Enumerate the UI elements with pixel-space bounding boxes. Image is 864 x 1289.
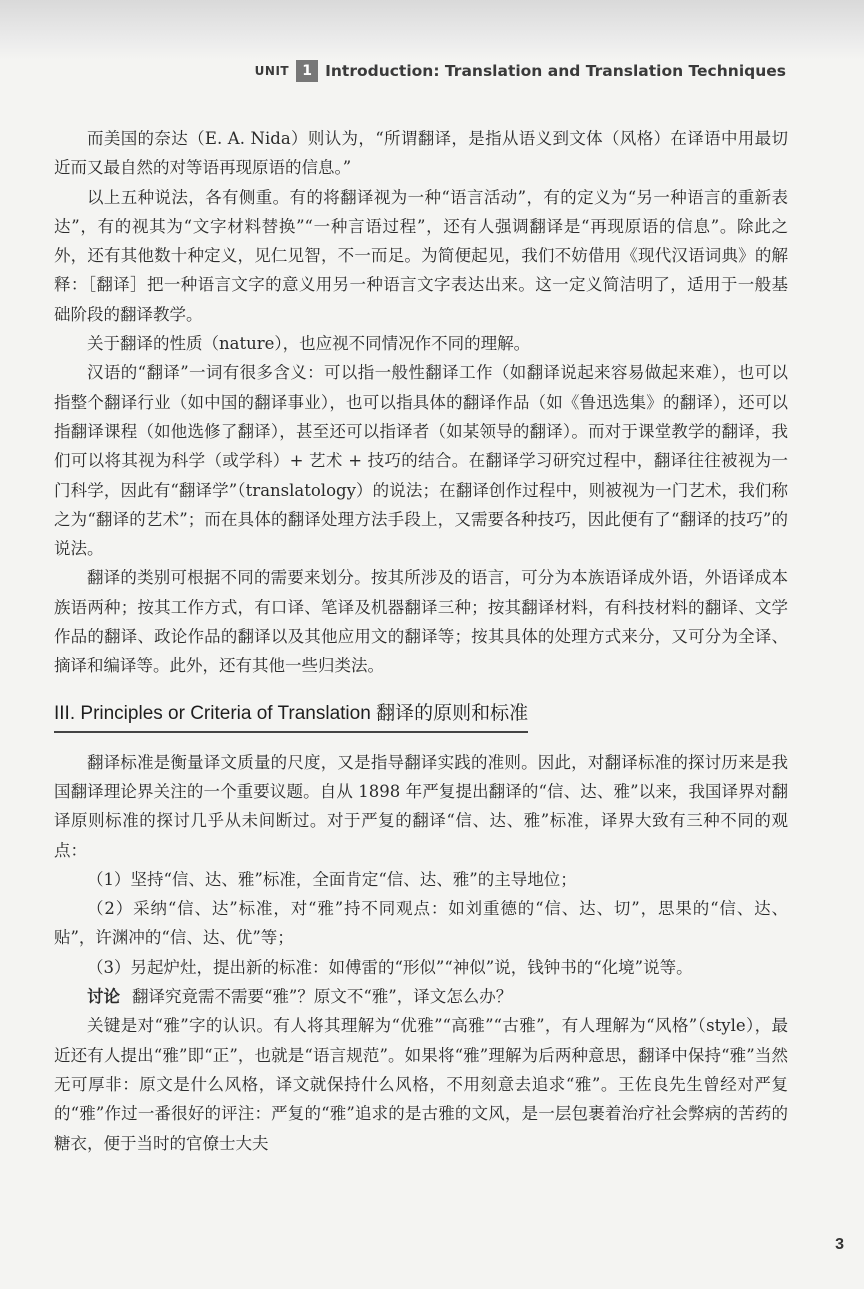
paragraph: 关于翻译的性质（nature），也应视不同情况作不同的理解。 — [87, 334, 531, 354]
discussion-paragraph — [54, 982, 788, 1011]
paragraph: 翻译标准是衡量译文质量的尺度，又是指导翻译实践的准则。因此，对翻译标准的探讨历来是我国翻译理论界关注的一个重要议题。自从 1898 年严复提出翻译的“信、达、雅”以来，我国译界对翻译原则标准的探讨几乎从未间断过。对于严复的翻译“信、达、雅”标准，译界大致有三种不同的观点： — [54, 752, 788, 860]
list-item: （1）坚持“信、达、雅”标准，全面肯定“信、达、雅”的主导地位； — [87, 869, 577, 889]
chapter-title: Introduction: Translation and Translation Techniques — [325, 62, 786, 80]
paragraph: 翻译的类别可根据不同的需要来划分。按其所涉及的语言，可分为本族语译成外语，外语译成本族语两种；按其工作方式，有口译、笔译及机器翻译三种；按其翻译材料，有科技材料的翻译、文学作品的翻译、政论作品的翻译以及其他应用文的翻译等；按其具体的处理方式来分，又可分为全译、摘译和编译等。此外，还有其他一些归类法。 — [54, 568, 788, 676]
page-body — [54, 124, 788, 1158]
running-header — [255, 60, 786, 82]
top-shadow — [0, 0, 864, 60]
unit-label: UNIT — [254, 64, 290, 78]
discussion-question: 翻译究竟需不需要“雅”？原文不“雅”，译文怎么办？ — [132, 987, 513, 1007]
page-number: 3 — [835, 1236, 844, 1253]
discussion-label: 讨论 — [87, 987, 120, 1007]
list-item: （3）另起炉灶，提出新的标准：如傅雷的“形似”“神似”说，钱钟书的“化境”说等。 — [87, 957, 693, 977]
paragraph: 而美国的奈达（E. A. Nida）则认为，“所谓翻译，是指从语义到文体（风格）在译语中用最切近而又最自然的对等语再现原语的信息。” — [54, 129, 788, 178]
paragraph: 关键是对“雅”字的认识。有人将其理解为“优雅”“高雅”“古雅”，有人理解为“风格”（style），最近还有人提出“雅”即“正”，也就是“语言规范”。如果将“雅”理解为后两种意思，翻译中保持“雅”当然无可厚非：原文是什么风格，译文就保持什么风格，不用刻意去追求“雅”。王佐良先生曾经对严复的“雅”作过一番很好的评注：严复的“雅”追求的是古雅的文风，是一层包裹着治疗社会弊病的苦药的糖衣，便于当时的官僚士大夫 — [54, 1016, 788, 1153]
paragraph: 汉语的“翻译”一词有很多含义：可以指一般性翻译工作（如翻译说起来容易做起来难），也可以指整个翻译行业（如中国的翻译事业），也可以指具体的翻译作品（如《鲁迅选集》的翻译），还可以指翻译课程（如他选修了翻译），甚至还可以指译者（如某领导的翻译）。而对于课堂教学的翻译，我们可以将其视为科学（或学科）+ 艺术 + 技巧的结合。在翻译学习研究过程中，翻译往往被视为一门科学，因此有“翻译学”（translatology）的说法；在翻译创作过程中，则被视为一门艺术，我们称之为“翻译的艺术”；而在具体的翻译处理方法手段上，又需要各种技巧，因此便有了“翻译的技巧”的说法。 — [54, 363, 788, 559]
unit-number-badge: 1 — [296, 60, 318, 82]
list-item: （2）采纳“信、达”标准，对“雅”持不同观点：如刘重德的“信、达、切”，思果的“信、达、贴”，许渊冲的“信、达、优”等； — [54, 899, 788, 948]
paragraph: 以上五种说法，各有侧重。有的将翻译视为一种“语言活动”，有的定义为“另一种语言的重新表达”，有的视其为“文字材料替换”“一种言语过程”，还有人强调翻译是“再现原语的信息”。除此之外，还有其他数十种定义，见仁见智，不一而足。为简便起见，我们不妨借用《现代汉语词典》的解释：［翻译］把一种语言文字的意义用另一种语言文字表达出来。这一定义简洁明了，适用于一般基础阶段的翻译教学。 — [54, 187, 788, 324]
section-heading: III. Principles or Criteria of Translation 翻译的原则和标准 — [54, 701, 528, 733]
